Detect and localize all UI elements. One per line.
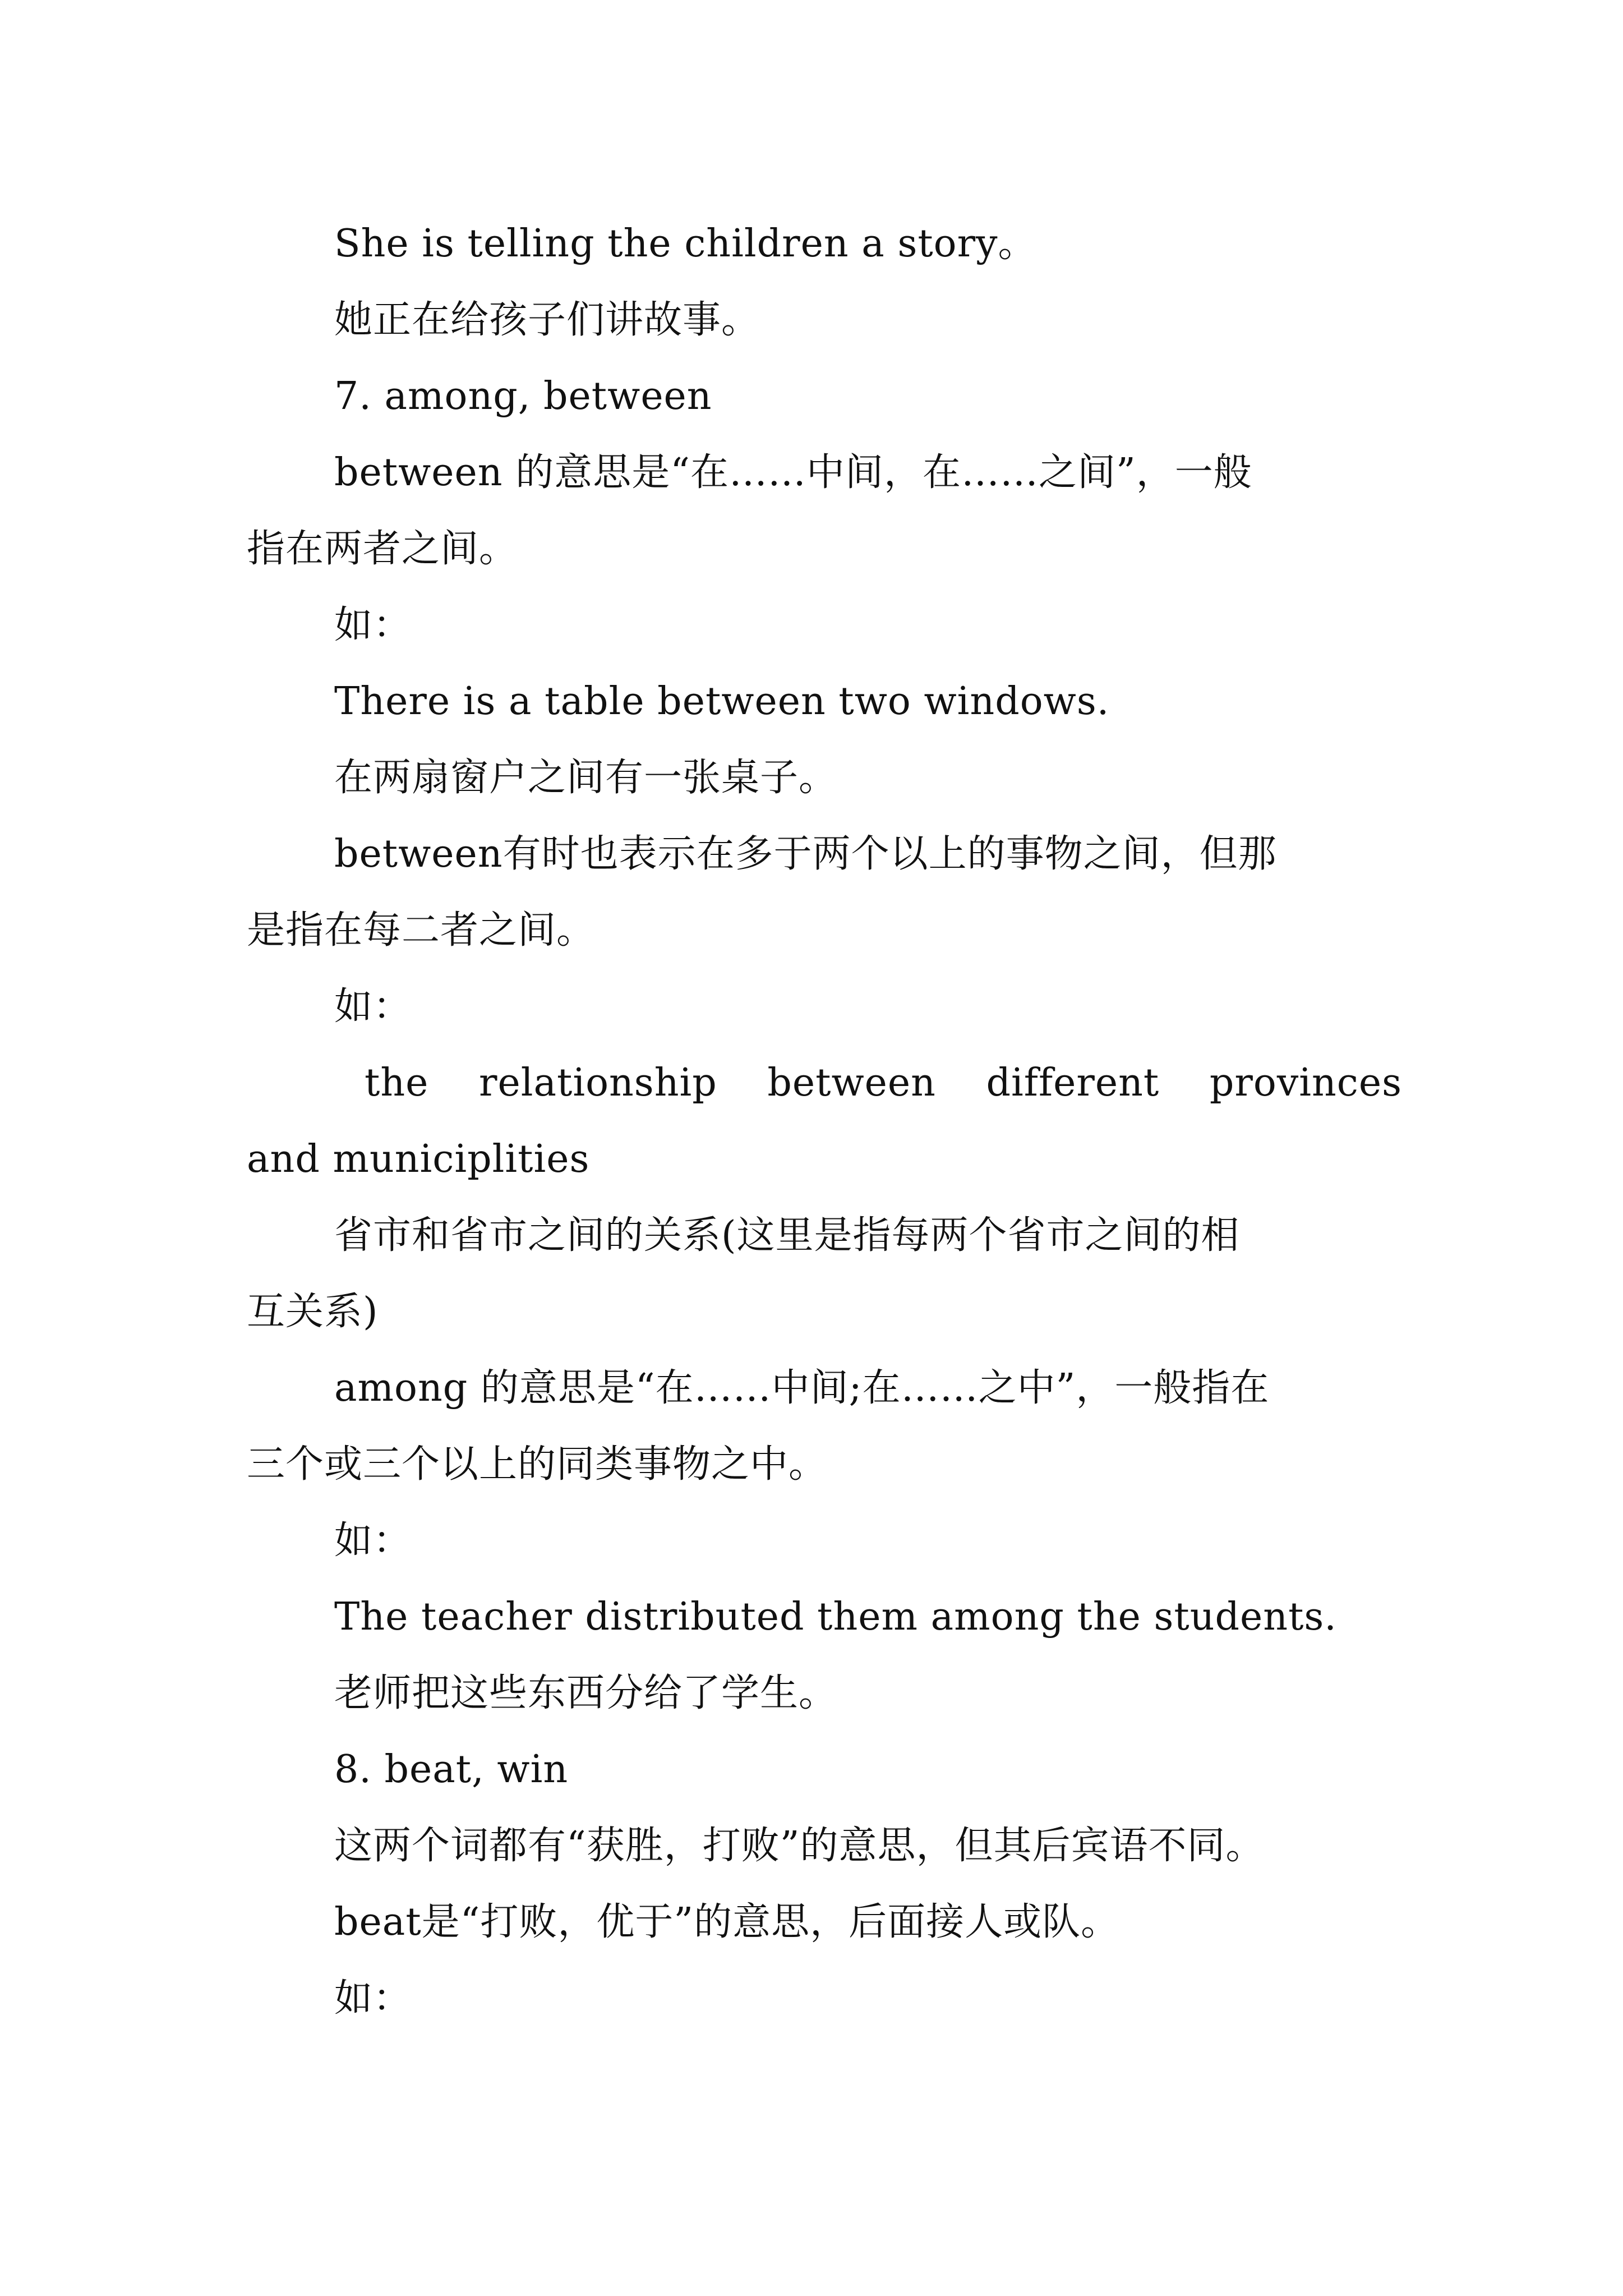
paragraph-between-line-2: 指在两者之间。 bbox=[247, 527, 518, 571]
paragraph-among-line-1: among 的意思是“在……中间;在……之中”，一般指在 bbox=[334, 1366, 1270, 1410]
paragraph-beat-win: 这两个词都有“获胜，打败”的意思，但其后宾语不同。 bbox=[334, 1824, 1265, 1868]
example-label: 如： bbox=[334, 984, 412, 1029]
phrase-word: different bbox=[986, 1061, 1160, 1105]
example-label: 如： bbox=[334, 1519, 412, 1563]
paragraph-between-line-1: between 的意思是“在……中间，在……之间”，一般 bbox=[334, 450, 1252, 495]
example-sentence-chinese: 老师把这些东西分给了学生。 bbox=[334, 1671, 838, 1715]
phrase-word: provinces bbox=[1209, 1061, 1402, 1105]
phrase-word: relationship bbox=[478, 1061, 717, 1105]
example-phrase-chinese-line-2: 互关系) bbox=[247, 1290, 379, 1334]
example-phrase-english-line-1 bbox=[365, 1045, 1402, 1121]
phrase-word: between bbox=[767, 1061, 936, 1105]
example-sentence-chinese: 在两扇窗户之间有一张桌子。 bbox=[334, 756, 838, 800]
section-heading-among-between: 7. among, between bbox=[334, 374, 712, 418]
phrase-word: the bbox=[365, 1061, 429, 1105]
section-heading-beat-win: 8. beat, win bbox=[334, 1747, 569, 1792]
example-sentence-english: There is a table between two windows. bbox=[334, 679, 1110, 724]
paragraph-beat: beat是“打败，优于”的意思，后面接人或队。 bbox=[334, 1900, 1120, 1944]
example-phrase-chinese-line-1: 省市和省市之间的关系(这里是指每两个省市之间的相 bbox=[334, 1213, 1240, 1258]
example-sentence-english: She is telling the children a story。 bbox=[334, 222, 1037, 266]
example-phrase-english-line-2: and municiplities bbox=[247, 1137, 590, 1181]
example-sentence-english: The teacher distributed them among the students. bbox=[334, 1595, 1337, 1639]
paragraph-between-multi-line-2: 是指在每二者之间。 bbox=[247, 908, 596, 953]
example-sentence-chinese: 她正在给孩子们讲故事。 bbox=[334, 298, 760, 342]
example-label: 如： bbox=[334, 1976, 412, 2021]
paragraph-between-multi-line-1: between有时也表示在多于两个以上的事物之间，但那 bbox=[334, 832, 1277, 876]
paragraph-among-line-2: 三个或三个以上的同类事物之中。 bbox=[247, 1442, 828, 1487]
example-label: 如： bbox=[334, 603, 412, 647]
